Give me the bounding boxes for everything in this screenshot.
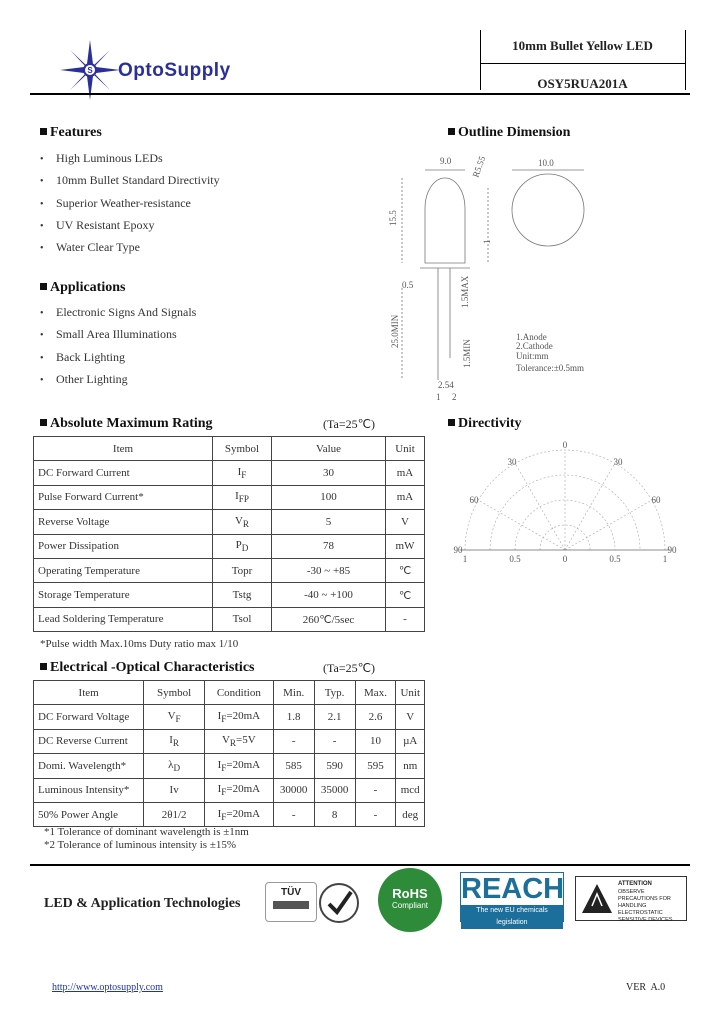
list-item: • 10mm Bullet Standard Directivity [40,172,220,194]
applications-title: Applications [40,280,125,296]
table-row [34,558,425,582]
cell-min: 30000 [273,778,314,802]
eo-title: Electrical -Optical Characteristics [40,660,254,676]
cell-typ: 35000 [314,778,355,802]
table-row [34,607,425,631]
part-number: OSY5RUA201A [537,76,628,91]
cell-condition: $I_F=20mA$ [204,802,273,826]
table-row [34,729,425,753]
cell-item: 50% Power Angle [34,802,144,826]
cell-unit: ℃ [386,583,425,607]
angle-label: 30 [507,457,517,467]
cell-unit: ℃ [386,558,425,582]
rohs-label: RoHS [392,886,428,901]
rohs-sublabel: Compliant [391,901,428,910]
features-list [40,150,220,261]
table-row [34,510,425,534]
reach-label: REACH [461,873,565,905]
col-header: Item [34,437,213,461]
scale-label: 0.5 [609,554,621,564]
cell-min: - [273,729,314,753]
applications-list [40,304,196,393]
cell-min: 585 [273,754,314,778]
header-rule [30,93,690,95]
outline-drawing [370,148,610,408]
cell-value: 78 [272,534,386,558]
cell-unit: deg [396,802,425,826]
table-header-row [34,681,425,705]
col-header: Symbol [213,437,272,461]
angle-label: 60 [469,495,479,505]
dim-d1: 9.0 [440,156,452,166]
cell-value: -30 ~ +85 [272,558,386,582]
esd-text: OBSERVE PRECAUTIONS FOR HANDLING ELECTROSTATIC SENSITIVE DEVICES [618,889,673,923]
cell-item: Reverse Voltage [34,510,213,534]
table-header-row [34,437,425,461]
col-header: Max. [355,681,396,705]
cell-symbol: 2θ1/2 [144,802,205,826]
abs-max-title: Absolute Maximum Rating [40,416,213,432]
cell-max: 10 [355,729,396,753]
cell-min: - [273,802,314,826]
cell-condition: $I_F=20mA$ [204,754,273,778]
reach-badge [460,872,565,926]
cell-value: 260℃/5sec [272,607,386,631]
cell-symbol: $P_D$ [213,534,272,558]
tuv-bar-icon [273,901,309,909]
cell-symbol: Topr [213,558,272,582]
product-title: 10mm Bullet Yellow LED [512,38,653,53]
cell-max: - [355,778,396,802]
cell-max: 595 [355,754,396,778]
cell-item: Lead Soldering Temperature [34,607,213,631]
tuv-badge [265,882,317,922]
esd-badge [575,876,687,921]
cell-item: DC Forward Voltage [34,705,144,729]
dim-h1: 15.5 [388,210,398,226]
logo-text: OptoSupply [118,60,231,81]
version-label: VER A.0 [626,982,666,993]
dim-h2: 1 [482,239,492,244]
col-header: Typ. [314,681,355,705]
cell-symbol: Tstg [213,583,272,607]
cell-typ: 8 [314,802,355,826]
dim-d2: 10.0 [538,158,554,168]
cell-item: Luminous Intensity* [34,778,144,802]
cell-min: 1.8 [273,705,314,729]
cell-unit: - [386,607,425,631]
dim-lead: 0.5 [402,280,414,290]
table-row [34,754,425,778]
outline-note: Tolerance:±0.5mm [516,363,585,373]
logo [58,38,273,98]
cell-unit: mA [386,461,425,485]
outline-note: 1.Anode [516,332,547,342]
col-header: Value [272,437,386,461]
cell-item: Storage Temperature [34,583,213,607]
angle-label: 90 [667,545,677,555]
eo-note: *1 Tolerance of dominant wavelength is ±1nm [44,826,249,838]
list-item: • Other Lighting [40,371,196,393]
table-row [34,778,425,802]
cell-symbol: $I_R$ [144,729,205,753]
cell-symbol: $V_R$ [213,510,272,534]
dim-r: R5.55 [470,154,488,179]
abs-max-condition: (Ta=25℃) [323,417,376,431]
table-row [34,583,425,607]
cell-max: 2.6 [355,705,396,729]
cell-max: - [355,802,396,826]
eo-condition: (Ta=25℃) [323,661,376,675]
abs-max-note: *Pulse width Max.10ms Duty ratio max 1/10 [40,638,239,650]
cell-symbol: $V_F$ [144,705,205,729]
cell-value: 30 [272,461,386,485]
cell-condition: $I_F=20mA$ [204,705,273,729]
cell-condition: $V_R=5V$ [204,729,273,753]
outline-note: 2.Cathode [516,341,553,351]
cell-value: -40 ~ +100 [272,583,386,607]
rohs-badge [378,868,442,932]
scale-label: 1 [462,554,468,564]
col-header: Min. [273,681,314,705]
list-item: • Back Lighting [40,349,196,371]
list-item: • High Luminous LEDs [40,150,220,172]
angle-label: 0 [562,440,568,450]
website-link[interactable]: http://www.optosupply.com [52,982,163,993]
directivity-chart [450,440,680,570]
list-item: • Electronic Signs And Signals [40,304,196,326]
cell-symbol: Tsol [213,607,272,631]
esd-title: ATTENTION [618,881,652,887]
pin-1: 1 [436,392,441,402]
list-item: • Water Clear Type [40,239,220,261]
reach-sublabel: The new EU chemicals legislation [461,905,563,929]
list-item: • UV Resistant Epoxy [40,217,220,239]
cell-unit: mW [386,534,425,558]
cell-item: Operating Temperature [34,558,213,582]
header-divider-mid [480,63,686,64]
list-item: • Small Area Illuminations [40,326,196,348]
cell-item: DC Reverse Current [34,729,144,753]
cell-unit: mcd [396,778,425,802]
cell-item: Domi. Wavelength* [34,754,144,778]
cell-value: 5 [272,510,386,534]
esd-warning-icon [580,882,614,916]
col-header: Condition [204,681,273,705]
tuv-label: TÜV [281,887,301,898]
footer-rule [30,864,690,866]
directivity-title: Directivity [448,416,522,432]
cell-item: Power Dissipation [34,534,213,558]
abs-max-table [33,436,425,632]
cell-typ: 590 [314,754,355,778]
table-row [34,534,425,558]
table-row [34,705,425,729]
angle-label: 60 [651,495,661,505]
cell-typ: - [314,729,355,753]
dim-min1: 1.5MIN [462,339,472,368]
cell-condition: $I_F=20mA$ [204,778,273,802]
eo-table [33,680,425,827]
header-divider-right [685,30,686,90]
cell-item: DC Forward Current [34,461,213,485]
cell-symbol: $\lambda_D$ [144,754,205,778]
cell-unit: V [386,510,425,534]
col-header: Item [34,681,144,705]
scale-label: 0.5 [509,554,521,564]
angle-label: 90 [453,545,463,555]
svg-text:S: S [87,66,93,75]
cell-symbol: $I_F$ [213,461,272,485]
scale-label: 0 [562,554,568,564]
table-row [34,802,425,826]
list-item: • Superior Weather-resistance [40,195,220,217]
dim-pitch: 2.54 [438,380,454,390]
cell-unit: nm [396,754,425,778]
col-header: Symbol [144,681,205,705]
outline-note: Unit:mm [516,351,549,361]
angle-label: 30 [613,457,623,467]
scale-label: 1 [662,554,668,564]
company-tagline: LED & Application Technologies [44,896,241,911]
col-header: Unit [386,437,425,461]
cell-unit: mA [386,485,425,509]
cell-item: Pulse Forward Current* [34,485,213,509]
outline-title: Outline Dimension [448,125,570,141]
table-row [34,461,425,485]
table-row [34,485,425,509]
cell-symbol: $I_{FP}$ [213,485,272,509]
cell-unit: µA [396,729,425,753]
cell-unit: V [396,705,425,729]
cell-value: 100 [272,485,386,509]
eo-note: *2 Tolerance of luminous intensity is ±15% [44,839,237,851]
cell-symbol: Iv [144,778,205,802]
pin-2: 2 [452,392,457,402]
features-title: Features [40,125,102,141]
dim-lmax: 1.5MAX [460,275,470,308]
col-header: Unit [396,681,425,705]
checkmark-icon [318,882,360,924]
cell-typ: 2.1 [314,705,355,729]
check-badge [318,882,360,924]
dim-min25: 25.0MIN [390,314,400,348]
